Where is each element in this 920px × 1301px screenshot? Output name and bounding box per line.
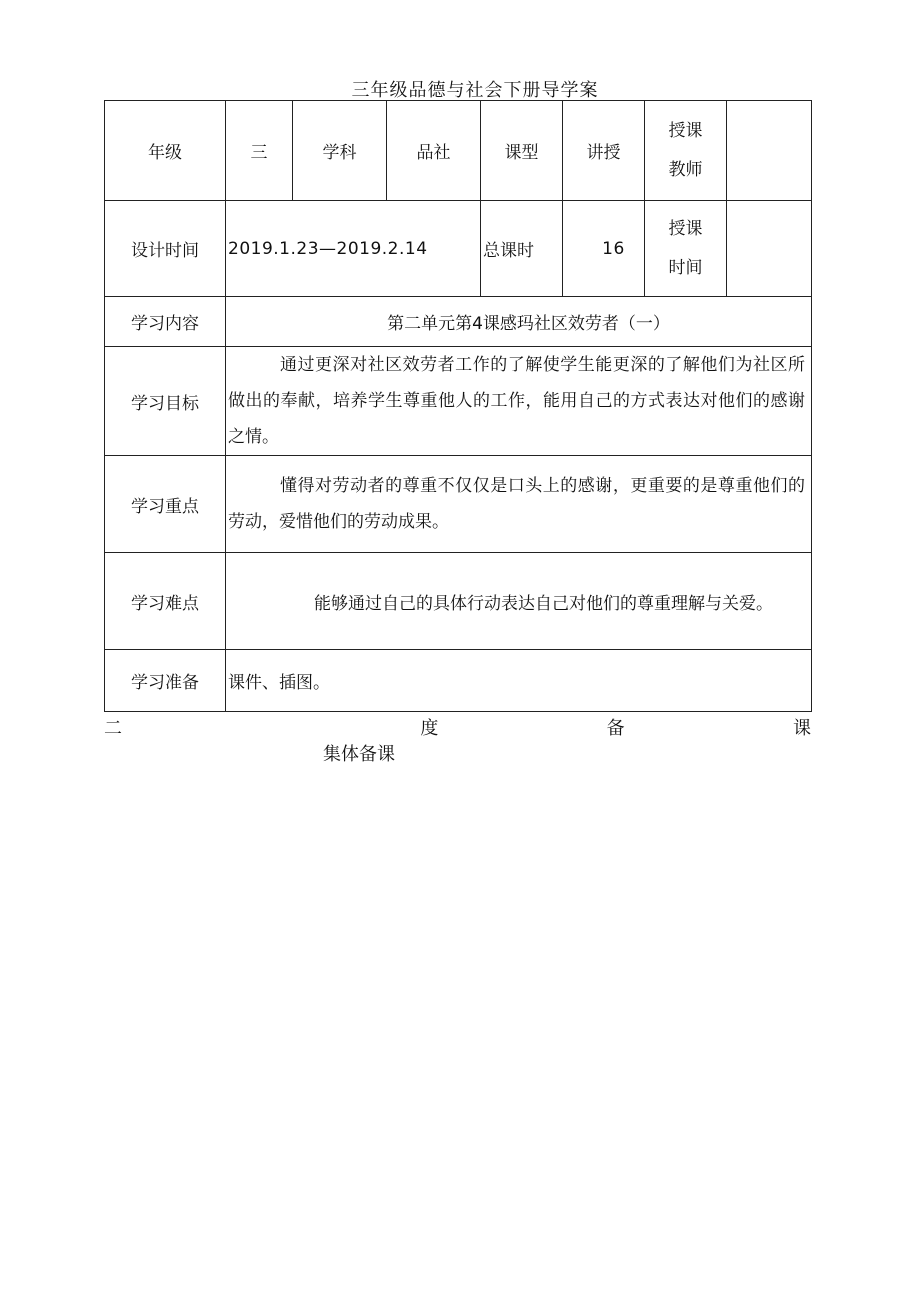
- teacher-label-line-2: 教师: [668, 159, 703, 180]
- table-row: [105, 101, 812, 201]
- footer-char-1: 二: [104, 718, 122, 739]
- class-time-label-line-2: 时间: [668, 257, 703, 278]
- class-time-value: [727, 201, 812, 297]
- subject-label: 学科: [293, 101, 387, 201]
- grade-value: 三: [226, 101, 293, 201]
- goal-label: 学习目标: [105, 347, 226, 456]
- teacher-label: [645, 101, 727, 201]
- preparation-label: 学习准备: [105, 650, 226, 712]
- difficulty-value: 能够通过自己的具体行动表达自己对他们的尊重理解与关爱。: [226, 553, 812, 650]
- teacher-label-line-1: 授课: [668, 120, 703, 141]
- lesson-plan-table: [104, 100, 812, 712]
- design-time-value: 2019.1.23—2019.2.14: [226, 201, 481, 297]
- difficulty-label: 学习难点: [105, 553, 226, 650]
- key-point-label: 学习重点: [105, 456, 226, 553]
- table-row: [105, 553, 812, 650]
- footer-char-3: 备: [606, 718, 625, 739]
- table-row: [105, 347, 812, 456]
- collective-prep-label: 集体备课: [323, 744, 395, 765]
- table-row: [105, 297, 812, 347]
- class-time-label-line-1: 授课: [668, 218, 703, 239]
- class-time-label: [645, 201, 727, 297]
- document-title: 三年级品德与社会下册导学案: [351, 80, 599, 101]
- table-row: [105, 650, 812, 712]
- preparation-value: 课件、插图。: [226, 650, 812, 712]
- subject-value: 品社: [387, 101, 481, 201]
- footer-heading: [104, 714, 811, 740]
- goal-value: [226, 347, 812, 456]
- table-row: [105, 201, 812, 297]
- key-point-text: 懂得对劳动者的尊重不仅仅是口头上的感谢，更重要的是尊重他们的劳动，爱惜他们的劳动成果。: [228, 476, 805, 532]
- table-row: [105, 456, 812, 553]
- lesson-type-value: 讲授: [563, 101, 645, 201]
- content-value: 第二单元第4课感玛社区效劳者（一）: [226, 297, 812, 347]
- total-hours-value: 16: [563, 201, 645, 297]
- design-time-label: 设计时间: [105, 201, 226, 297]
- teacher-value: [727, 101, 812, 201]
- key-point-value: [226, 456, 812, 553]
- grade-label: 年级: [105, 101, 226, 201]
- total-hours-label: 总课时: [481, 201, 563, 297]
- lesson-type-label: 课型: [481, 101, 563, 201]
- footer-char-2: 度: [420, 718, 439, 739]
- content-label: 学习内容: [105, 297, 226, 347]
- goal-text: 通过更深对社区效劳者工作的了解使学生能更深的了解他们为社区所做出的奉献，培养学生尊重他人的工作，能用自己的方式表达对他们的感谢之情。: [228, 355, 805, 447]
- footer-char-4: 课: [792, 718, 811, 739]
